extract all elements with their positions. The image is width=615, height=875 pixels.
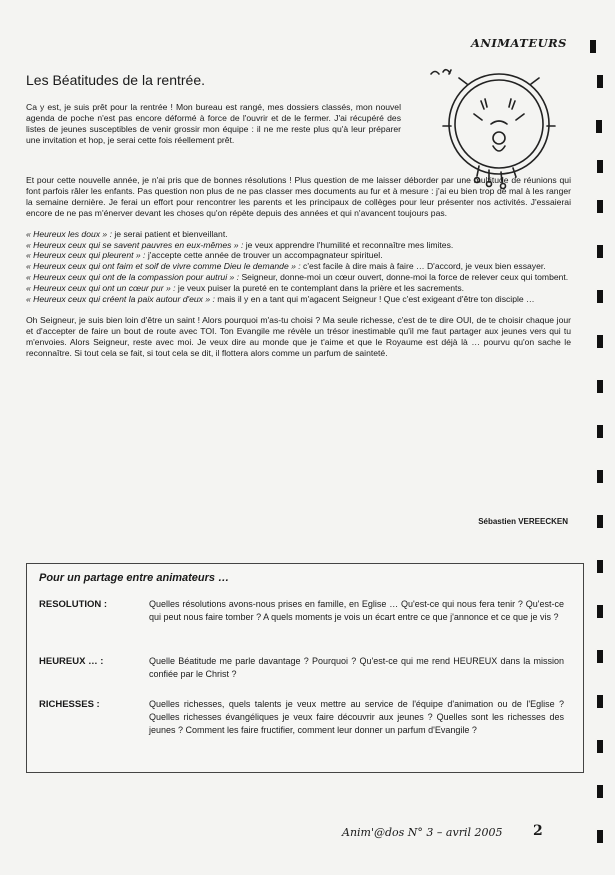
beatitudes-list (26, 229, 571, 305)
beatitude-4-quote: « Heureux ceux qui ont faim et soif de vivre comme Dieu le demande » : (26, 261, 301, 272)
binding-tab (590, 40, 596, 53)
binding-tab (597, 695, 603, 708)
row-label: RICHESSES : (39, 699, 100, 710)
article-title: Les Béatitudes de la rentrée. (26, 72, 206, 88)
author-signature: Sébastien VEREECKEN (478, 517, 568, 526)
binding-tab (597, 200, 603, 213)
section-header: ANIMATEURS (470, 36, 567, 50)
beatitude-1-text: je serai patient et bienveillant. (112, 228, 228, 239)
row-text: Quelles résolutions avons-nous prises en famille, en Eglise … Qu'est-ce qui nous fera tenir ? Qu'est-ce qui peut nous faire tomber ? A quels moments je vois un écart entre ce que j'annonce et ce que je vis ? (149, 599, 564, 622)
discussion-box (26, 563, 584, 773)
beatitude-4-text: c'est facile à dire mais à faire … D'accord, je veux bien essayer. (300, 261, 546, 272)
beatitude-3-quote: « Heureux ceux qui pleurent » : (26, 250, 146, 261)
paragraph-2: Et pour cette nouvelle année, je n'ai pris que de bonnes résolutions ! Plus question de me laisser déborder par une multitude de réunions qui font parfois râler les enfants. Pas question non plus de ne pas classer mes documents au fur et à mesure : j'ai eu bien trop de mal à les ranger la semaine dernière. Je ferai un effort pour rencontrer les parents et les principaux de collèges pour leur présenter nos activités. J'essaierai encore de ne pas m'énerver devant les choses qu'on répète depuis des années et qui n'avancent toujours pas. (26, 175, 571, 218)
binding-tab (597, 245, 603, 258)
beatitude-6-quote: « Heureux ceux qui ont un cœur pur » : (26, 283, 176, 294)
binding-tab (597, 160, 603, 173)
beatitude-5-text: Seigneur, donne-moi un cœur ouvert, donne-moi la force de relever ceux qui tombent. (239, 272, 569, 283)
beatitude-7-quote: « Heureux ceux qui créent la paix autour d'eux » : (26, 294, 215, 305)
binding-tab (597, 605, 603, 618)
binding-tab (597, 380, 603, 393)
binding-tab (597, 740, 603, 753)
binding-tab (597, 560, 603, 573)
binding-tab (597, 335, 603, 348)
issue-footer: Anim'@dos N° 3 – avril 2005 (342, 826, 503, 839)
beatitude-2-quote: « Heureux ceux qui se savent pauvres en eux-mêmes » : (26, 239, 244, 250)
beatitude-7-text: mais il y en a tant qui m'agacent Seigneur ! Que c'est exigeant d'être ton disciple … (214, 294, 535, 305)
binding-tab (597, 515, 603, 528)
beatitude-3-text: j'accepte cette année de trouver un accompagnateur spirituel. (145, 250, 383, 261)
row-label: HEUREUX … : (39, 656, 104, 667)
beatitude-2-text: je veux apprendre l'humilité et reconnaître mes limites. (243, 239, 454, 250)
paragraph-3: Oh Seigneur, je suis bien loin d'être un saint ! Alors pourquoi m'as-tu choisi ? Ma seule richesse, c'est de te dire OUI, de te choisir chaque jour et d'accepter de faire un bout de route avec TOI. Ton Evangile me révèle un trésor inestimable qu'il me faut partager aux jeunes vers qui tu m'envoies. Alors Seigneur, reste avec moi. Je veux dire au monde que je t'aime et que le Royaume est déjà là … pourvu qu'on sache le reconnaître. Si tout cela se fait, si tout cela se dit, il flottera alors comme un parfum de sainteté. (26, 314, 571, 358)
row-label: RESOLUTION : (39, 599, 108, 610)
binding-tab (597, 425, 603, 438)
intro-paragraph (26, 102, 401, 156)
binding-tab (597, 785, 603, 798)
article-body (26, 175, 571, 369)
box-title: Pour un partage entre animateurs … (39, 572, 230, 584)
binding-tab (596, 120, 602, 133)
paragraph-1: Ca y est, je suis prêt pour la rentrée ! Mon bureau est rangé, mes dossiers classés, mon nouvel agenda de poche n'est pas encore déformé à force de l'ouvrir et de le fermer. J'ai récupéré des listes de jeunes susceptibles de venir grossir mon équipe : il ne me reste plus qu'à leur préparer une invitation et hop, je serai cette fois réellement prêt. (26, 102, 401, 145)
row-text: Quelles richesses, quels talents je veux mettre au service de l'équipe d'animation ou de l'Eglise ? Quelles richesses évangéliques je veux faire découvrir aux jeunes ? Quelles sont les richesses des jeunes ? Comment les faire fructifier, comment leur donner un parfum d'Evangile ? (149, 699, 564, 735)
binding-tab (597, 650, 603, 663)
beatitude-5-quote: « Heureux ceux qui ont de la compassion pour autrui » : (26, 272, 240, 283)
page-number: 2 (533, 823, 543, 839)
binding-tab (597, 75, 603, 88)
beatitude-1-quote: « Heureux les doux » : (26, 228, 112, 239)
binding-tab (597, 830, 603, 843)
binding-tab (597, 470, 603, 483)
binding-tab (597, 290, 603, 303)
beatitude-6-text: je veux puiser la pureté en te contemplant dans la prière et les sacrements. (175, 283, 465, 294)
row-text: Quelle Béatitude me parle davantage ? Pourquoi ? Qu'est-ce qui me rend HEUREUX dans la mission confiée par le Christ ? (149, 656, 564, 679)
